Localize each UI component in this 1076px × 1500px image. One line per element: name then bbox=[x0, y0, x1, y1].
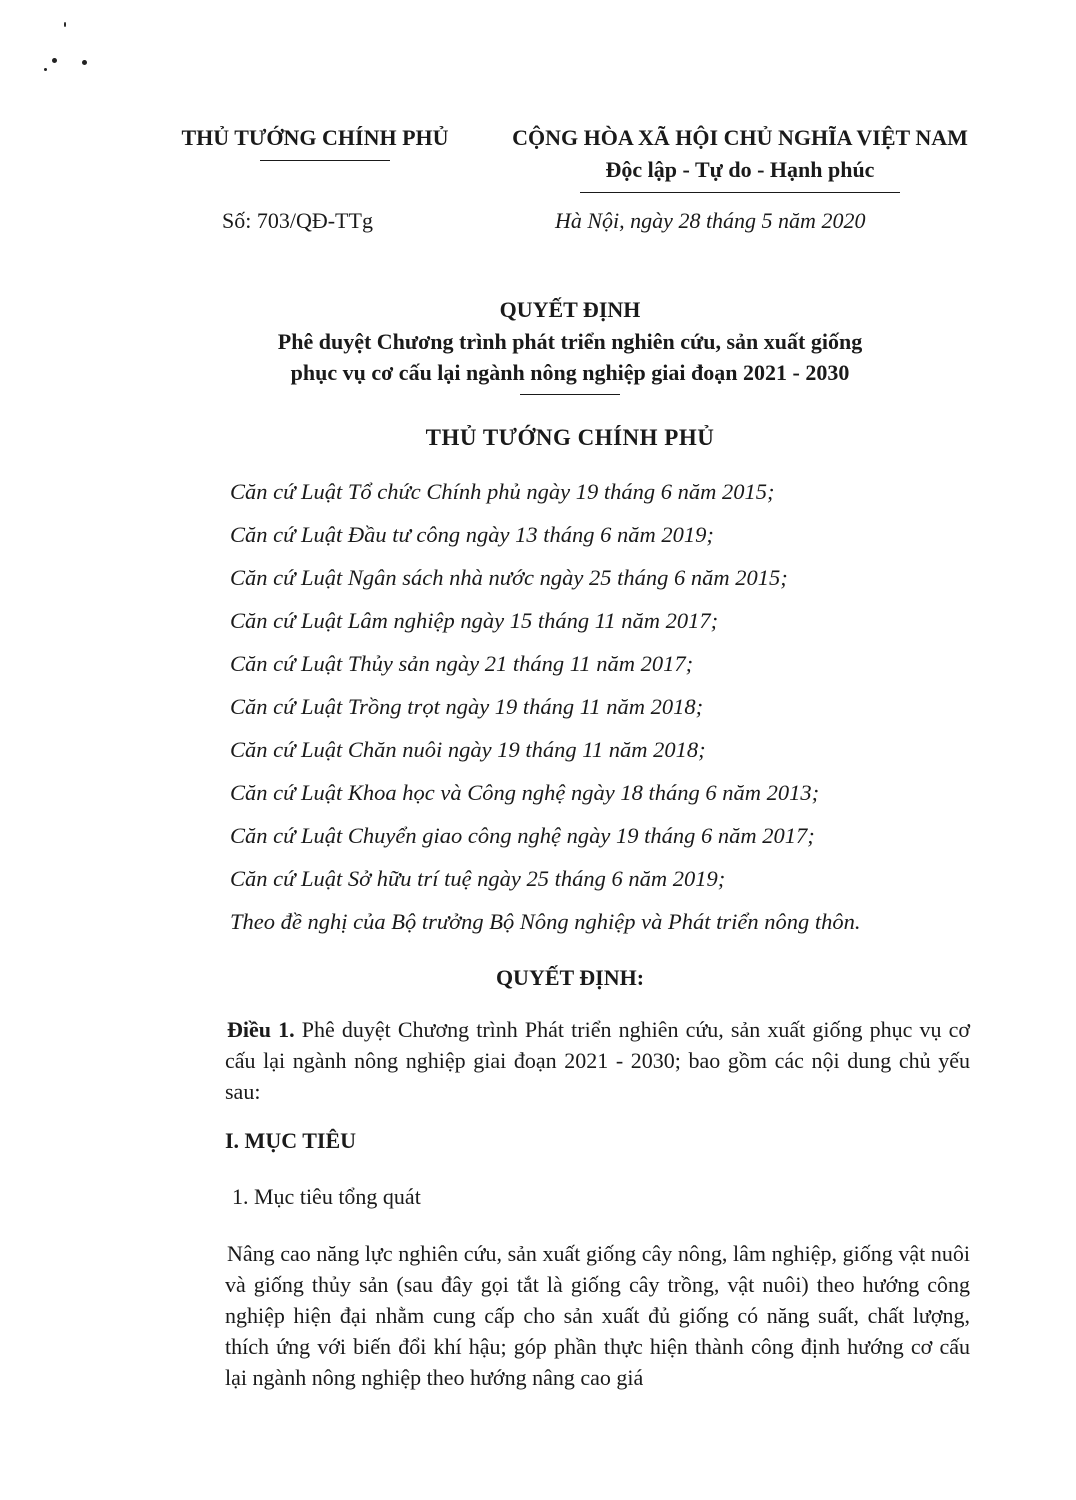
title-underline bbox=[520, 394, 620, 395]
legal-basis-item: Căn cứ Luật Chăn nuôi ngày 19 tháng 11 năm 2018; bbox=[230, 737, 706, 762]
legal-basis-item: Căn cứ Luật Lâm nghiệp ngày 15 tháng 11 năm 2017; bbox=[230, 608, 719, 633]
legal-basis-item: Căn cứ Luật Thủy sản ngày 21 tháng 11 năm 2017; bbox=[230, 651, 694, 676]
national-motto: Độc lập - Tự do - Hạnh phúc bbox=[605, 157, 875, 182]
legal-basis-item: Căn cứ Luật Ngân sách nhà nước ngày 25 tháng 6 năm 2015; bbox=[230, 565, 788, 590]
legal-basis-item: Căn cứ Luật Chuyển giao công nghệ ngày 19 tháng 6 năm 2017; bbox=[230, 823, 815, 848]
legal-basis-item: Căn cứ Luật Trồng trọt ngày 19 tháng 11 năm 2018; bbox=[230, 694, 704, 719]
article-1-label: Điều 1. bbox=[227, 1017, 295, 1042]
article-1 bbox=[225, 1014, 970, 1107]
article-1-text: Phê duyệt Chương trình Phát triển nghiên cứu, sản xuất giống phục vụ cơ cấu lại ngành nông nghiệp giai đoạn 2021 - 2030; bao gồm các nội dung chủ yếu sau: bbox=[225, 1017, 970, 1104]
decision-subtitle-line1: Phê duyệt Chương trình phát triển nghiên cứu, sản xuất giống bbox=[277, 329, 863, 354]
decision-title-block bbox=[180, 294, 960, 395]
issuer-name: THỦ TƯỚNG CHÍNH PHỦ bbox=[181, 125, 449, 150]
motto-underline bbox=[580, 192, 900, 193]
document-number: Số: 703/QĐ-TTg bbox=[222, 208, 373, 233]
decision-subtitle-line2: phục vụ cơ cấu lại ngành nông nghiệp giai đoạn 2021 - 2030 bbox=[290, 360, 850, 385]
decide-heading: QUYẾT ĐỊNH: bbox=[495, 965, 645, 990]
issuer-underline bbox=[260, 160, 390, 161]
scan-speck bbox=[44, 68, 47, 71]
general-objective-paragraph: Nâng cao năng lực nghiên cứu, sản xuất giống cây nông, lâm nghiệp, giống vật nuôi và giống thủy sản (sau đây gọi tắt là giống cây trồng, vật nuôi) theo hướng công nghiệp hiện đại nhằm cung cấp cho sản xuất đủ giống có năng suất, chất lượng, thích ứng với biến đổi khí hậu; góp phần thực hiện thành công định hướng cơ cấu lại ngành nông nghiệp theo hướng nâng cao giá bbox=[225, 1241, 970, 1390]
section-heading: I. MỤC TIÊU bbox=[225, 1128, 357, 1153]
legal-basis-proposal: Theo đề nghị của Bộ trưởng Bộ Nông nghiệp và Phát triển nông thôn. bbox=[230, 909, 861, 934]
scan-speck bbox=[52, 58, 57, 63]
legal-basis-item: Căn cứ Luật Đầu tư công ngày 13 tháng 6 năm 2019; bbox=[230, 522, 714, 547]
scan-speck bbox=[82, 60, 87, 65]
country-name: CỘNG HÒA XÃ HỘI CHỦ NGHĨA VIỆT NAM bbox=[512, 125, 968, 150]
decision-title: QUYẾT ĐỊNH bbox=[499, 297, 641, 322]
national-title-block bbox=[480, 122, 1000, 193]
legal-basis-item: Căn cứ Luật Sở hữu trí tuệ ngày 25 tháng 6 năm 2019; bbox=[230, 866, 726, 891]
legal-basis-item: Căn cứ Luật Tổ chức Chính phủ ngày 19 tháng 6 năm 2015; bbox=[230, 479, 775, 504]
issuer-block bbox=[165, 122, 465, 161]
subsection-heading: 1. Mục tiêu tổng quát bbox=[232, 1184, 421, 1209]
authority-heading: THỦ TƯỚNG CHÍNH PHỦ bbox=[425, 425, 715, 450]
document-date: Hà Nội, ngày 28 tháng 5 năm 2020 bbox=[555, 208, 866, 233]
legal-basis-item: Căn cứ Luật Khoa học và Công nghệ ngày 18 tháng 6 năm 2013; bbox=[230, 780, 820, 805]
scan-speck bbox=[64, 22, 66, 27]
